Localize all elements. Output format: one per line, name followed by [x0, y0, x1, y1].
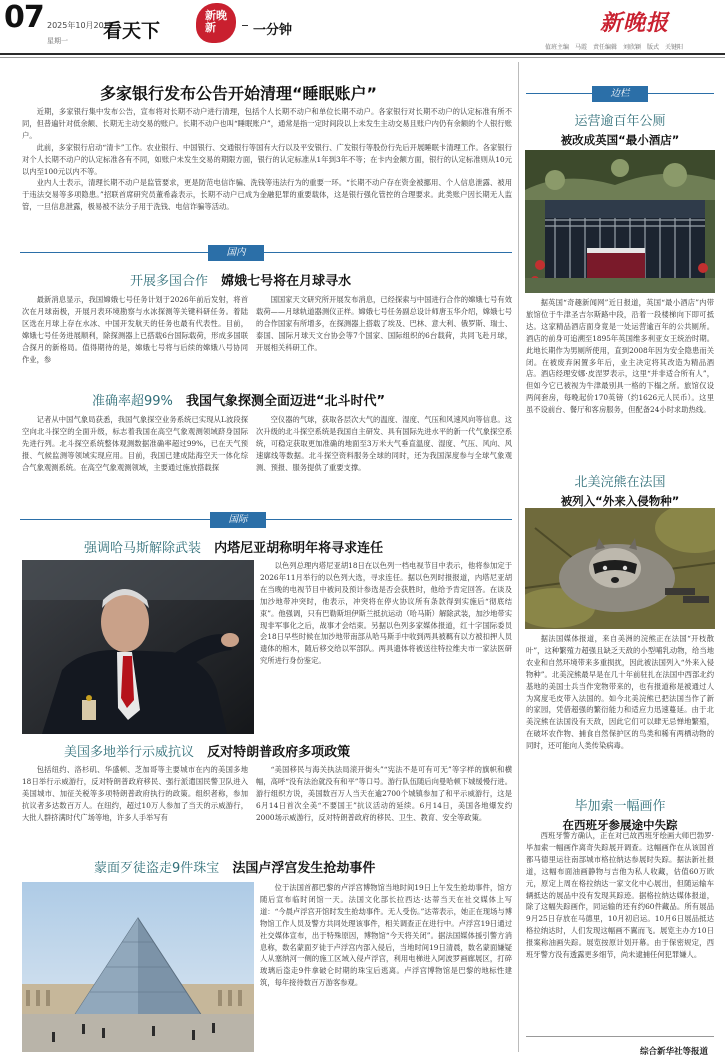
issue-weekday: 星期一 [47, 37, 68, 45]
column-title: 看天下 [103, 20, 161, 42]
article6-body: 位于法国首都巴黎的卢浮宫博物馆当地时间19日上午发生抢劫事件，馆方随后宣布临时闭馆一天。法国文化部长拉西达·达蒂当天在社交媒体上写道：“今晨卢浮宫开馆时发生抢劫事件。无人受伤。”达蒂表示，她正在现场与博物馆工作人员及警方共同处理该事件，相关调查正在进行中。卢浮宫19日通过社交媒体宣布，出于特殊原因，博物馆“今天将关闭”。据法国媒体援引警方消息称，数名蒙面歹徒于卢浮宫内部入侵后，当地时间19日清晨，数名蒙面嫌疑人从塞纳河一侧的施工区域入侵卢浮宫，利用电梯进入阿波罗画廊展区，打碎玻璃后盗走9件拿破仑时期的珠宝后逃离。卢浮宫博物馆是巴黎的地标性建筑，每年接待数百万游客参观。 [260, 883, 512, 988]
column-divider [518, 62, 519, 1052]
article4-body: 以色列总理内塔尼亚胡18日在以色列一档电视节目中表示，他将参加定于2026年11月举行的以色列大选，寻求连任。据以色列时报报道，内塔尼亚胡在当晚的电视节目中被问及预计参选是否会获胜时，他给予肯定回答。在谈及加沙地带冲突时，他表示，冲突将在停火协议所有条款得到实施后“彻底结束”。他强调，只有巴勒斯坦伊斯兰抵抗运动（哈马斯）解除武装，加沙地带实现非军事化之后，战事才会结束。另据以色列多家媒体报道，红十字国际委员会18日早些时候在加沙地带南部从哈马斯手中收到两具被羁有以方被扣押人员遗体的棺木，随后移交给以军部队。两具遗体将被送往特拉维夫市一家法医研究所进行身份鉴定。 [260, 561, 512, 666]
article6-title: 法国卢浮宫发生抢劫事件 [232, 861, 376, 876]
toilet-hotel-photo [525, 150, 715, 293]
article1-paragraph: 此前，多家银行启动“清卡”工作。农业银行、中国银行、交通银行等国有大行以及平安银行、广发银行等股份行先后开展睡眠卡清理工作。各家银行对个人长期不动户的认定标准各有不同，如账户未发生交易的期限方面，银行的认定标准从1年到3年不等；在卡内金额方面，银行的认定标准则从10元以内至100元以内不等。 [22, 142, 512, 176]
side3-body: 西班牙警方确认，正在对已故西班牙绘画大师巴勃罗·毕加索一幅画作离奇失踪展开调查。这幅画作在从该国首都马德里运往南部城市格拉纳达参展时失踪。据法新社报道，这幅布面油画静物与吉他为私人收藏，估值60万欧元，原定上周在格拉纳达一家文化中心展出，但随运输车辆抵达的展品中没有发现其踪迹。据格拉纳达媒体报道，除了这幅失踪画作，同运输的还有约60件藏品。所有展品9月25日存放在马德里，10月初启运。10月6日展品抵达格拉纳达时，人们发现这幅画不翼而飞。展览主办方10日报案称油画失踪。展览按原计划开幕。由于保密规定，西班牙警方没有透露更多细节，尚未逮捕任何犯罪嫌人。 [526, 831, 714, 960]
article5-kicker: 美国多地举行示威抗议 [64, 745, 195, 760]
side1-headline [526, 110, 714, 148]
article4-title: 内塔尼亚胡称明年将寻求连任 [214, 541, 384, 556]
article5-col2: “美国移民与海关执法局滚开街头”“宪法不是可有可无”等字样的旗帜和横幅，高呼“没有法治就没有和平”等口号。游行队伍随后向曼哈顿下城缓慢行进。游行组织方说，美国数百万人当天在逾2700个城镇参加了和平示威游行，这是6月14日首次全美“不要国王”抗议活动的延续。6月14日，美国各地爆发约2000场示威游行，反对特朗普政府的移民、卫生、教育、安全等政策。 [256, 765, 512, 822]
issue-date: 2025年10月20日 [47, 21, 112, 30]
article6-kicker: 蒙面歹徒盗走9件珠宝 [94, 861, 220, 876]
raccoon-photo-illustration [525, 508, 715, 629]
article6-headline [94, 857, 375, 876]
header-rule-thin [0, 57, 725, 58]
section-rule [20, 519, 512, 520]
article2-col1: 最新消息显示，我国嫦娥七号任务计划于2026年前后发射，将首次在月球南极，开展月表环境勘察与水冰探测等关键科研任务。着陆区选在月球上存在水冰、中国开发航天的任务也最有代表性。目前，嫦娥七号任务进展顺利，除探测器上已搭载6台国际载荷，形成多国联合探月的新格局。值得期待的是，嫦娥七号将与后续的嫦娥八号协同作业，参 [22, 295, 248, 364]
seal-text: 新晚新 [205, 9, 227, 34]
article5-headline [64, 741, 350, 760]
article3-headline [92, 390, 385, 409]
page-number: 07 [4, 0, 44, 35]
section-tag: 国际 [210, 512, 266, 528]
section-bar-international [20, 512, 512, 528]
article5-col1: 包括纽约、洛杉矶、华盛顿、芝加哥等主要城市在内的美国多地18日举行示威游行，反对特朗普政府移民、强行派遣国民警卫队进入美国城市、加征关税等多项特朗普政府执行的政策。组织者称，参加抗议者多达数百万人。在纽约，超过10万人参加了当天的示威游行，大批人群挤满时代广场等地，许多人手举写有 [22, 765, 248, 822]
section-tag: 国内 [208, 245, 264, 261]
article3-col2: 空仪器的气球，获取各层次大气的温度、湿度、气压和风速风向等信息。这次升级的北斗探空系统是我国自主研发、具有国际先进水平的新一代气象探空系统，可稳定获取更加准确的地面至3万米大气垂直温度、湿度、气压、风向、风速廓线等数据。北斗探空资料服务全球的同时，还为我国深度参与全球气象观测、预报、服务提供了重要支撑。 [256, 415, 512, 472]
header-subtitle: 一分钟 [253, 23, 293, 38]
side1-title-line1: 运营逾百年公厕 [574, 114, 666, 129]
raccoon-photo [525, 508, 715, 629]
side1-title-line2: 被改成英国“最小酒店” [560, 133, 680, 147]
side2-title-line1: 北美浣熊在法国 [574, 475, 666, 490]
side3-title-line2: 在西班牙参展途中失踪 [562, 818, 678, 832]
netanyahu-photo-illustration [22, 560, 254, 734]
side2-title-line2: 被列入“外来入侵物种” [560, 494, 680, 508]
article3-col1: 记者从中国气象局获悉，我国气象探空业务系统已实现从L波段探空向北斗探空的全面升级，标志着我国在高空气象观测领域跻身国际先进行列。北斗探空系统整体观测数据准确率超过99%，已在天气预报、气候监测等领域实现应用。目前，我国已建成陆海空天一体化综合气象观测系统。在高空气象观测领域，主要通过施放搭载探 [22, 415, 248, 472]
article1-body [22, 106, 512, 264]
section-rule [20, 252, 512, 253]
side3-headline [526, 795, 714, 833]
article3-title: 我国气象探测全面迈进“北斗时代” [186, 394, 386, 409]
section-bar-sidebar [526, 86, 714, 102]
article1-paragraph: 近期，多家银行集中发布公告，宣布将对长期不动户进行清理，包括个人长期不动户和单位长期不动户。各家银行对长期不动户的认定标准有所不同，但普遍针对低余额、长期无主动交易的账户。长期不动户也叫“睡眠账户”，通常是指一定时间段以上未发生主动交易且账户内仍有余额的个人银行账户。 [22, 107, 512, 140]
louvre-photo [22, 882, 254, 1052]
side1-body: 据英国“奇趣新闻网”近日报道，英国“最小酒店”内带旅馆位于牛津圣吉尔斯路中段，沿着一段楼梯向下即可抵达。这家精品酒店面身竟是一处运营逾百年的公共厕所。酒店的前身可追溯至1895年英国维多利亚女王统治时期。此地长期作为男厕所使用，直到2008年因为安全隐患而关闭。在被废弃闲置多年后，业主决定将其改造为精品酒店。酒店经理安娜·皮涅罗表示，这里“并非适合所有人”，但如今它已被视为牛津最别具一格的下榻之所。旅馆仅设两间套房，每晚起价170英镑（约1626元人民币）。这里虽不设前台、餐厅和客房服务，但配备24小时求助热线。 [526, 298, 714, 415]
toilet-hotel-photo-illustration [525, 150, 715, 293]
editor-credits: 值班主编 马霞 责任编辑 刘欣颖 版式 关键阳 [545, 44, 684, 51]
side2-body: 据法国媒体报道，来自美洲的浣熊正在法国“开枝散叶”，这种繁殖力超强且缺乏天敌的小型哺乳动物，给当地农业和自然环境带来多重损扰，因此被法国列入“外来入侵物种”。北美浣熊最早是在几十年前驻扎在法国中西部北约基地的美国士兵当作宠物带来的，也有报道称是被通过人为窝度毛皮带入法国的。如今北美浣熊已把法国当作了新的家园，凭借超强的繁衍能力和适应力迅速蔓延。由于北美浣熊在法国没有天敌，因此它们可以肆无忌惮地繁殖，在破坏农作物、捕食自然保护区的鸟类和稀有两栖动物的同时，还可能向人类传染病毒。 [526, 634, 714, 751]
header-divider [242, 25, 248, 26]
netanyahu-photo [22, 560, 254, 734]
article4-headline [84, 537, 383, 556]
article5-title: 反对特朗普政府多项政策 [207, 745, 351, 760]
article1-paragraph: 业内人士表示，清理长期不动户是监管要求，更是防范电信诈骗、洗钱等违法行为的重要一环。“长期不动户存在资金被挪用、个人信息泄露、被用于违法交易等多项隐患。”招联首席研究员董希淼表示，长期不动户已成为金融犯罪的重要载体，这是银行强化管控的合理要求。此类账户因长期无人监管，一旦信息泄露，极易被不法分子用于洗钱、电信诈骗等活动。 [22, 178, 512, 212]
page-header [0, 0, 725, 51]
footer-source: 综合新华社等报道 [640, 1047, 709, 1057]
louvre-photo-illustration [22, 882, 254, 1052]
header-rule [0, 53, 725, 55]
article3-kicker: 准确率超99% [92, 394, 173, 409]
side2-headline [526, 471, 714, 509]
side3-title-line1: 毕加索一幅画作 [574, 799, 666, 814]
article2-headline [130, 270, 351, 289]
article2-title: 嫦娥七号将在月球寻水 [221, 274, 352, 289]
article2-col2: 国国家天文研究所开展发布消息，已经探索与中国进行合作的嫦娥七号有效载荷——月球轨道器测仪正样。嫦娥七号任务副总设计师唐玉华介绍，嫦娥七号的合作国家有所增多，在探测器上搭载了埃及、巴林、意大利、俄罗斯、瑞士、泰国、国际月球天文台协会等7个国家、国际组织的6台载荷，共同飞赴月球，开展相关科研工作。 [256, 295, 512, 352]
article1-title: 多家银行发布公告开始清理“睡眠账户” [100, 84, 378, 103]
article2-kicker: 开展多国合作 [130, 274, 209, 289]
article4-kicker: 强调哈马斯解除武装 [84, 541, 202, 556]
footer-rule [526, 1036, 714, 1037]
section-tag: 边栏 [592, 86, 648, 102]
paper-logo: 新晚报 [600, 10, 670, 36]
column-seal-icon [196, 3, 236, 43]
section-bar-domestic [20, 245, 512, 261]
